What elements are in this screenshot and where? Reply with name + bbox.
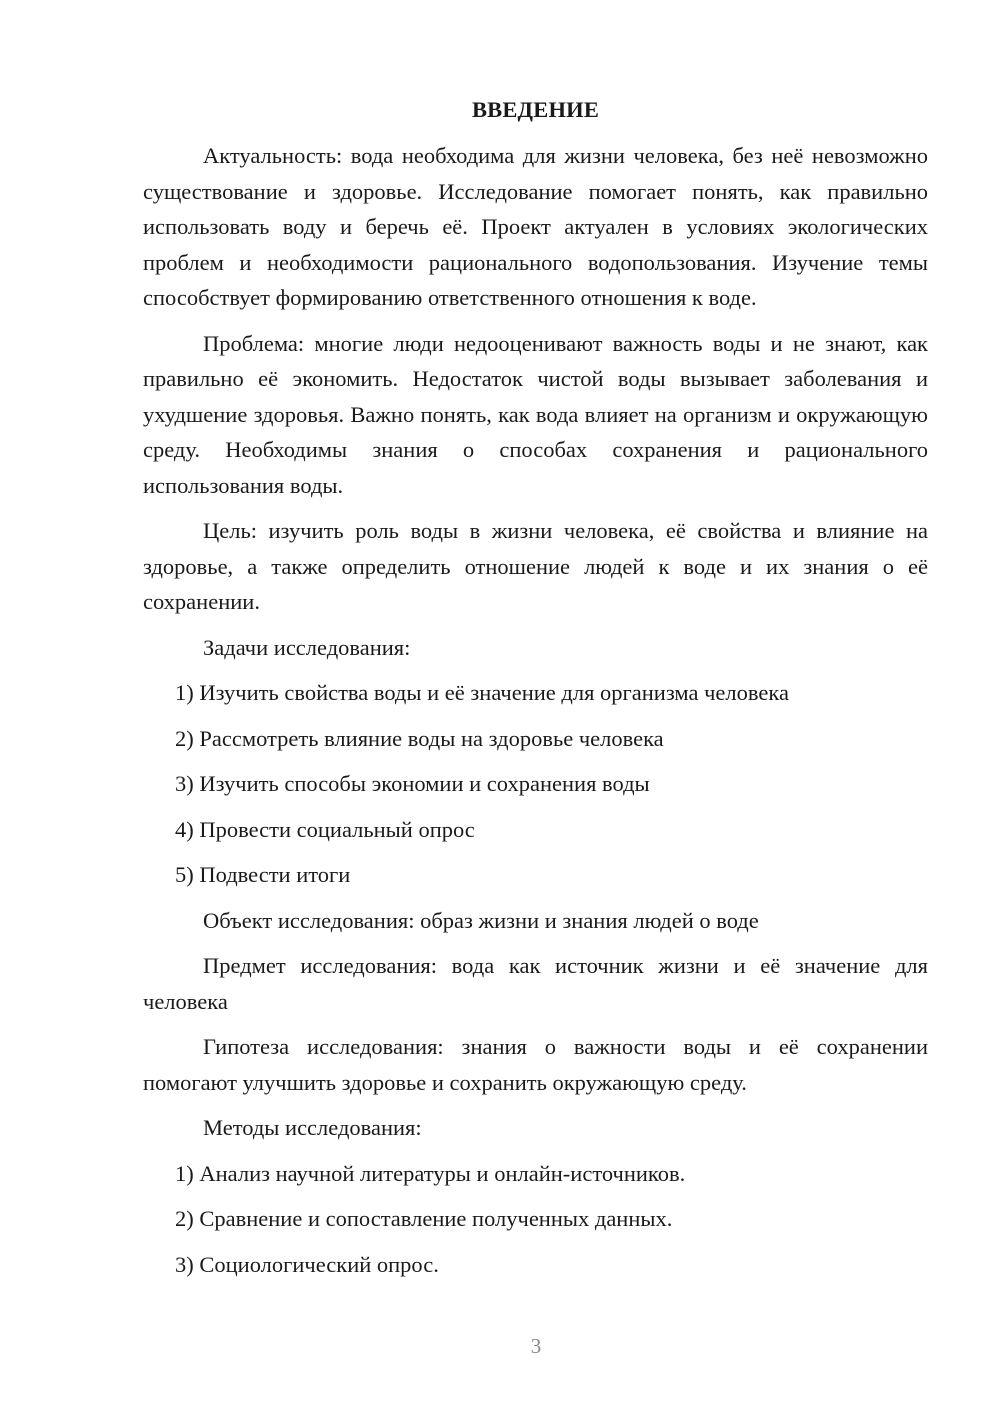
hypothesis-paragraph: Гипотеза исследования: знания о важности воды и её сохранении помогают улучшить здоровье и сохранить окружающую среду.: [143, 1034, 928, 1095]
list-item: 2) Сравнение и сопоставление полученных данных.: [175, 1206, 673, 1231]
page-number: 3: [530, 1334, 542, 1358]
object-paragraph: Объект исследования: образ жизни и знания людей о воде: [203, 907, 759, 933]
list-item: 5) Подвести итоги: [175, 862, 351, 887]
page-title: ВВЕДЕНИЕ: [471, 97, 600, 122]
list-item: 3) Социологический опрос.: [175, 1251, 439, 1277]
problem-paragraph: Проблема: многие люди недооценивают важность воды и не знают, как правильно её экономить. Недостаток чистой воды вызывает заболевания и ухудшение здоровья. Важно понять, как вода влияет на организм и окружающую среду. Необходимы знания о способах сохранения и рационального использования воды.: [143, 330, 928, 498]
document-page: [143, 94, 928, 1292]
methods-heading: Методы исследования:: [203, 1115, 422, 1140]
goal-paragraph: Цель: изучить роль воды в жизни человека, её свойства и влияние на здоровье, а также определить отношение людей к воде и их знания о её сохранении.: [143, 518, 928, 614]
tasks-heading: Задачи исследования:: [203, 634, 411, 660]
tasks-list: [143, 675, 928, 893]
list-item: 3) Изучить способы экономии и сохранения воды: [175, 771, 650, 796]
methods-list: [143, 1156, 928, 1283]
list-item: 1) Изучить свойства воды и её значение для организма человека: [175, 680, 789, 705]
list-item: 4) Провести социальный опрос: [175, 816, 475, 842]
relevance-paragraph: Актуальность: вода необходима для жизни человека, без неё невозможно существование и здоровье. Исследование помогает понять, как правильно использовать воду и беречь её. Проект актуален в условиях экологических проблем и необходимости рационального водопользования. Изучение темы способствует формированию ответственного отношения к воде.: [143, 143, 928, 310]
subject-paragraph: Предмет исследования: вода как источник жизни и её значение для человека: [143, 953, 928, 1014]
list-item: 2) Рассмотреть влияние воды на здоровье человека: [175, 725, 664, 751]
list-item: 1) Анализ научной литературы и онлайн-источников.: [175, 1160, 686, 1186]
